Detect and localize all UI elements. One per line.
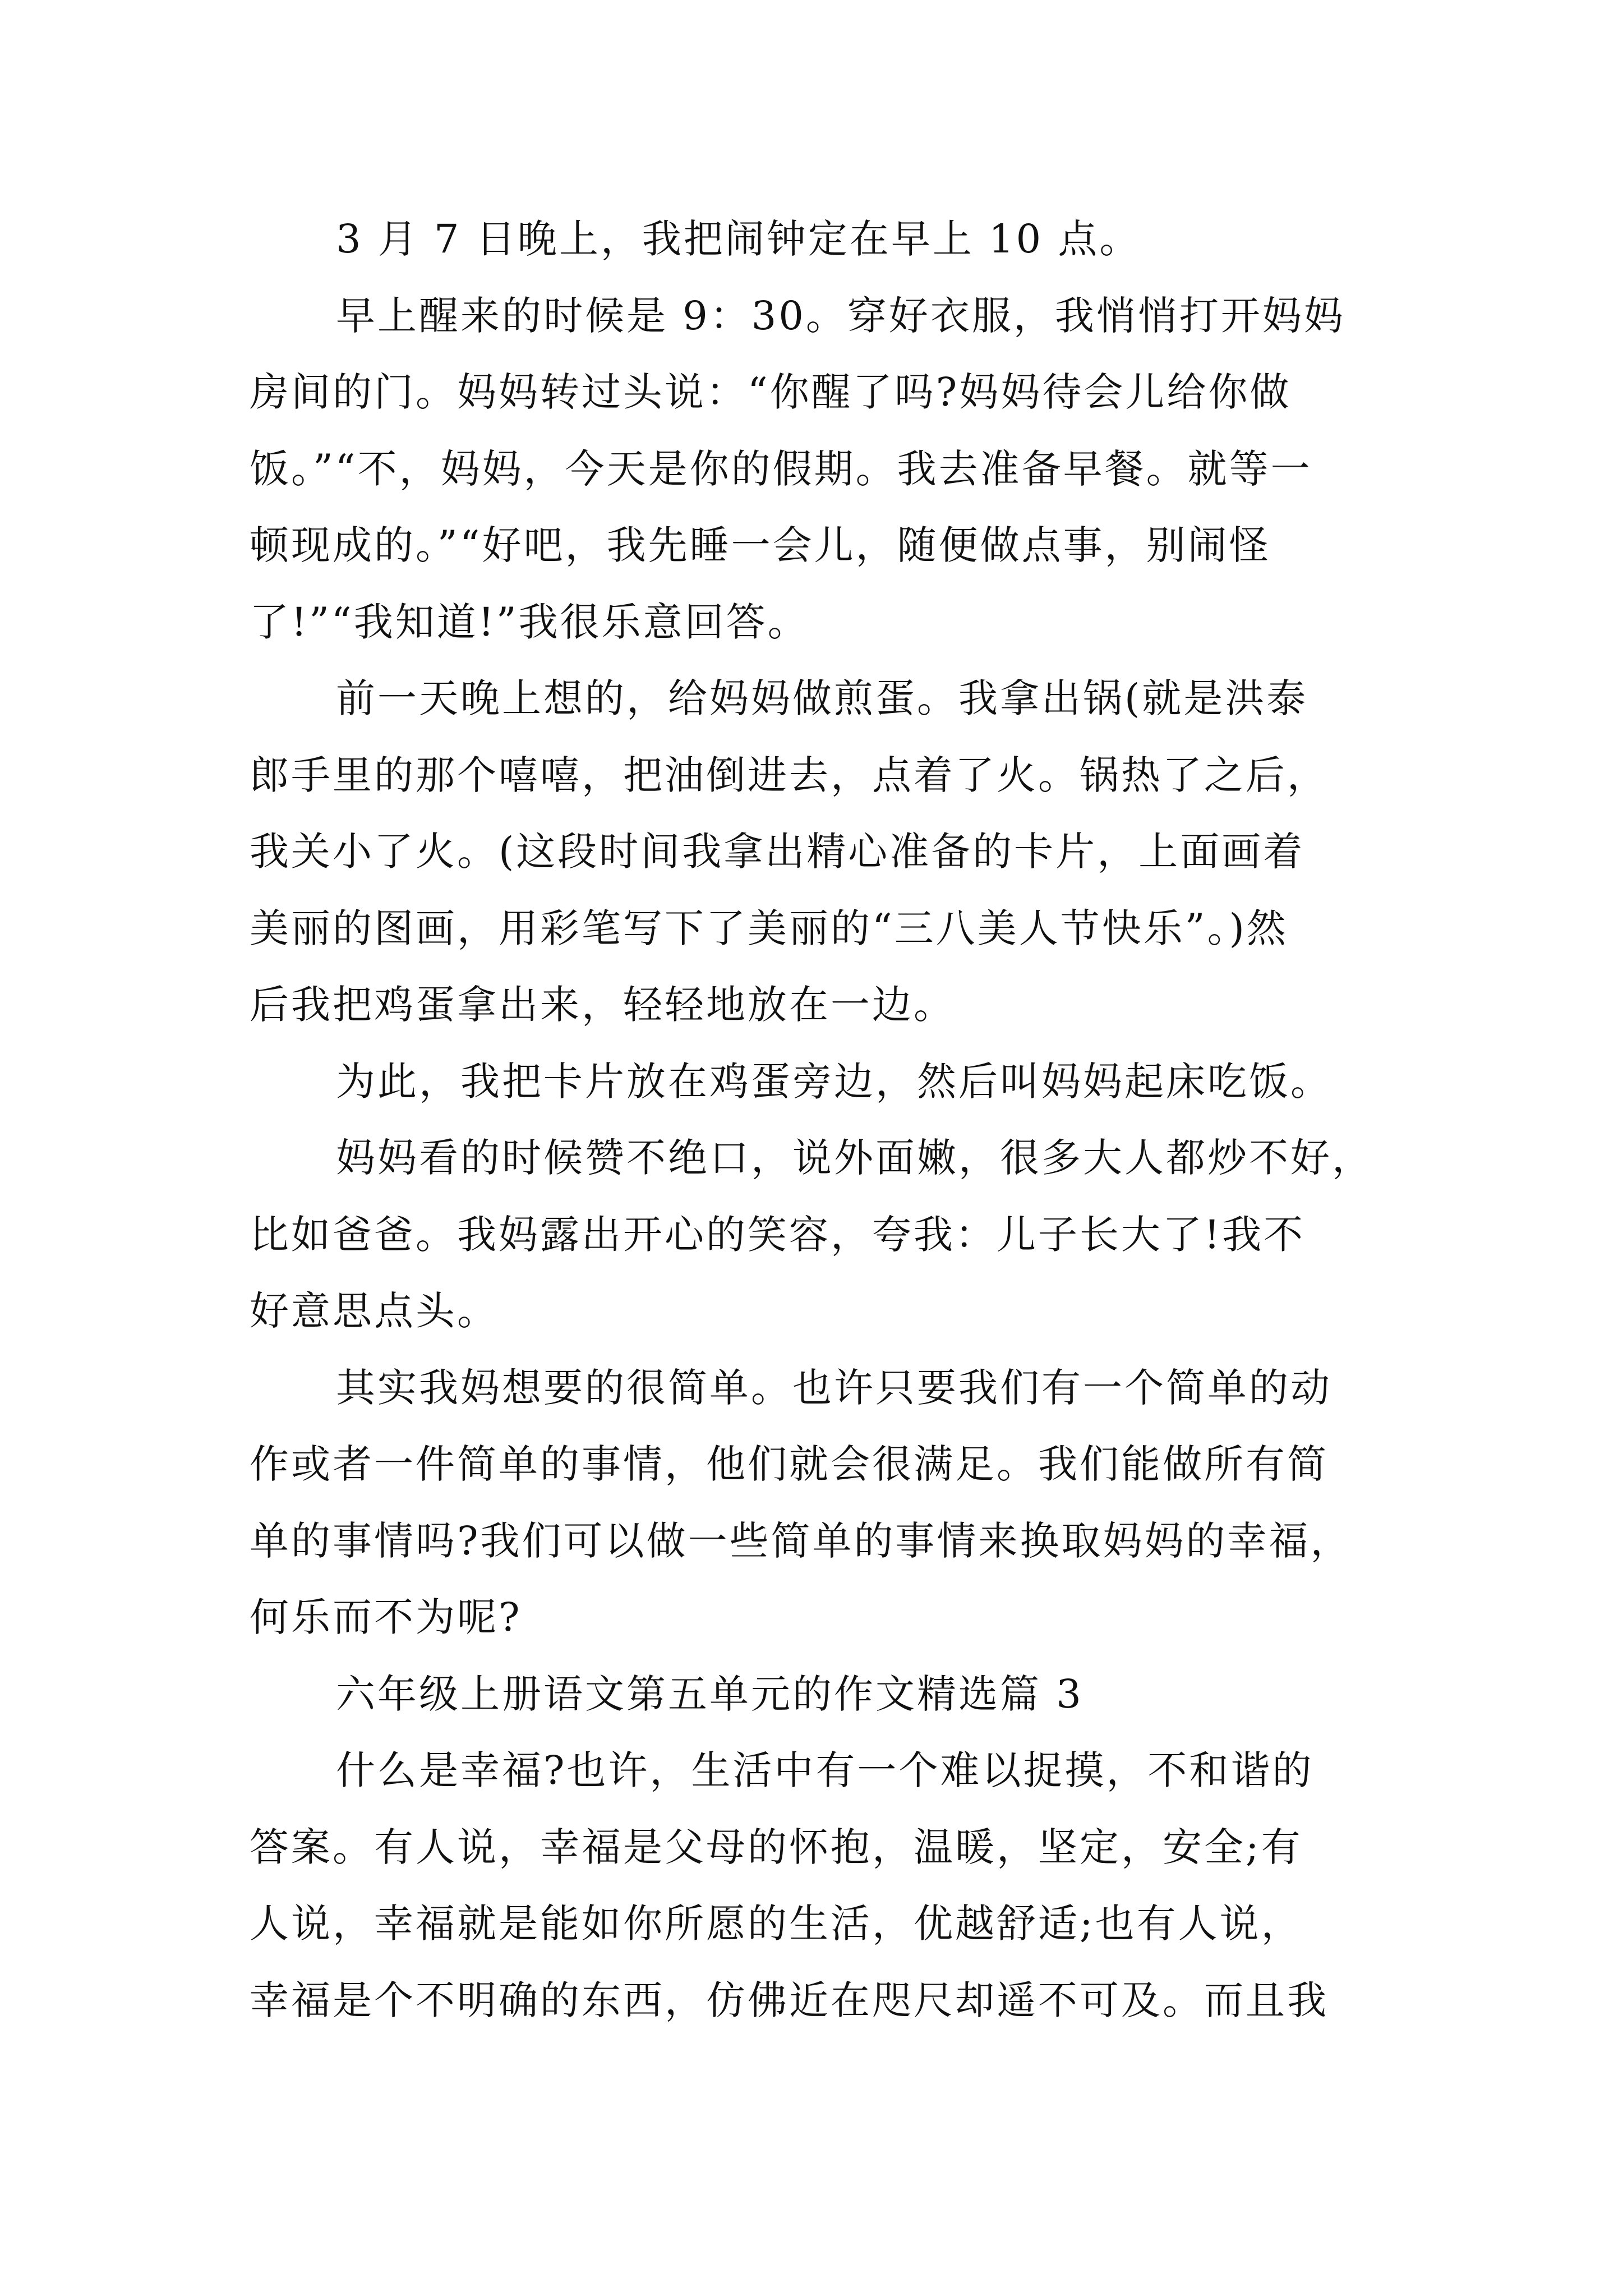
text-line: 我关小了火。(这段时间我拿出精心准备的卡片，上面画着 bbox=[250, 829, 1305, 875]
paragraph-2 bbox=[250, 278, 1382, 661]
text-line: 饭。”“不，妈妈，今天是你的假期。我去准备早餐。就等一 bbox=[250, 445, 1312, 492]
text-line: 后我把鸡蛋拿出来，轻轻地放在一边。 bbox=[250, 982, 955, 1028]
text-line: 早上醒来的时候是 9：30。穿好衣服，我悄悄打开妈妈 bbox=[336, 292, 1345, 339]
text-line: 何乐而不为呢? bbox=[250, 1594, 522, 1640]
text-line: 其实我妈想要的很简单。也许只要我们有一个简单的动 bbox=[336, 1364, 1332, 1411]
paragraph-1 bbox=[250, 201, 1382, 278]
text-line: 好意思点头。 bbox=[250, 1288, 499, 1334]
paragraph-5 bbox=[250, 1120, 1382, 1350]
text-line: 作或者一件简单的事情，他们就会很满足。我们能做所有简 bbox=[250, 1441, 1329, 1487]
text-line: 人说，幸福就是能如你所愿的生活，优越舒适;也有人说， bbox=[250, 1901, 1303, 1947]
section-heading-text: 六年级上册语文第五单元的作文精选篇 3 bbox=[336, 1671, 1083, 1717]
document-body bbox=[250, 201, 1382, 2039]
text-line: 比如爸爸。我妈露出开心的笑容，夸我：儿子长大了!我不 bbox=[250, 1211, 1306, 1258]
text-line: 3 月 7 日晚上，我把闹钟定在早上 10 点。 bbox=[336, 216, 1141, 262]
text-line: 答案。有人说，幸福是父母的怀抱，温暖，坚定，安全;有 bbox=[250, 1824, 1303, 1870]
section-heading bbox=[250, 1656, 1382, 1733]
paragraph-3 bbox=[250, 660, 1382, 1043]
text-line: 房间的门。妈妈转过头说：“你醒了吗?妈妈待会儿给你做 bbox=[250, 369, 1292, 415]
text-line: 妈妈看的时候赞不绝口，说外面嫩，很多大人都炒不好， bbox=[336, 1135, 1373, 1181]
paragraph-4 bbox=[250, 1043, 1382, 1120]
text-line: 什么是幸福?也许，生活中有一个难以捉摸，不和谐的 bbox=[336, 1747, 1314, 1793]
text-line: 美丽的图画，用彩笔写下了美丽的“三八美人节快乐”。)然 bbox=[250, 905, 1288, 951]
text-line: 了!”“我知道!”我很乐意回答。 bbox=[250, 599, 809, 645]
text-line: 郎手里的那个嘻嘻，把油倒进去，点着了火。锅热了之后， bbox=[250, 752, 1329, 798]
text-line: 顿现成的。”“好吧，我先睡一会儿，随便做点事，别闹怪 bbox=[250, 522, 1271, 568]
text-line: 幸福是个不明确的东西，仿佛近在咫尺却遥不可及。而且我 bbox=[250, 1977, 1329, 2023]
paragraph-7 bbox=[250, 1732, 1382, 2039]
text-line: 为此，我把卡片放在鸡蛋旁边，然后叫妈妈起床吃饭。 bbox=[336, 1058, 1332, 1105]
text-line: 单的事情吗?我们可以做一些简单的事情来换取妈妈的幸福， bbox=[250, 1517, 1352, 1564]
paragraph-6 bbox=[250, 1350, 1382, 1656]
text-line: 前一天晚上想的，给妈妈做煎蛋。我拿出锅(就是洪泰 bbox=[336, 675, 1308, 721]
